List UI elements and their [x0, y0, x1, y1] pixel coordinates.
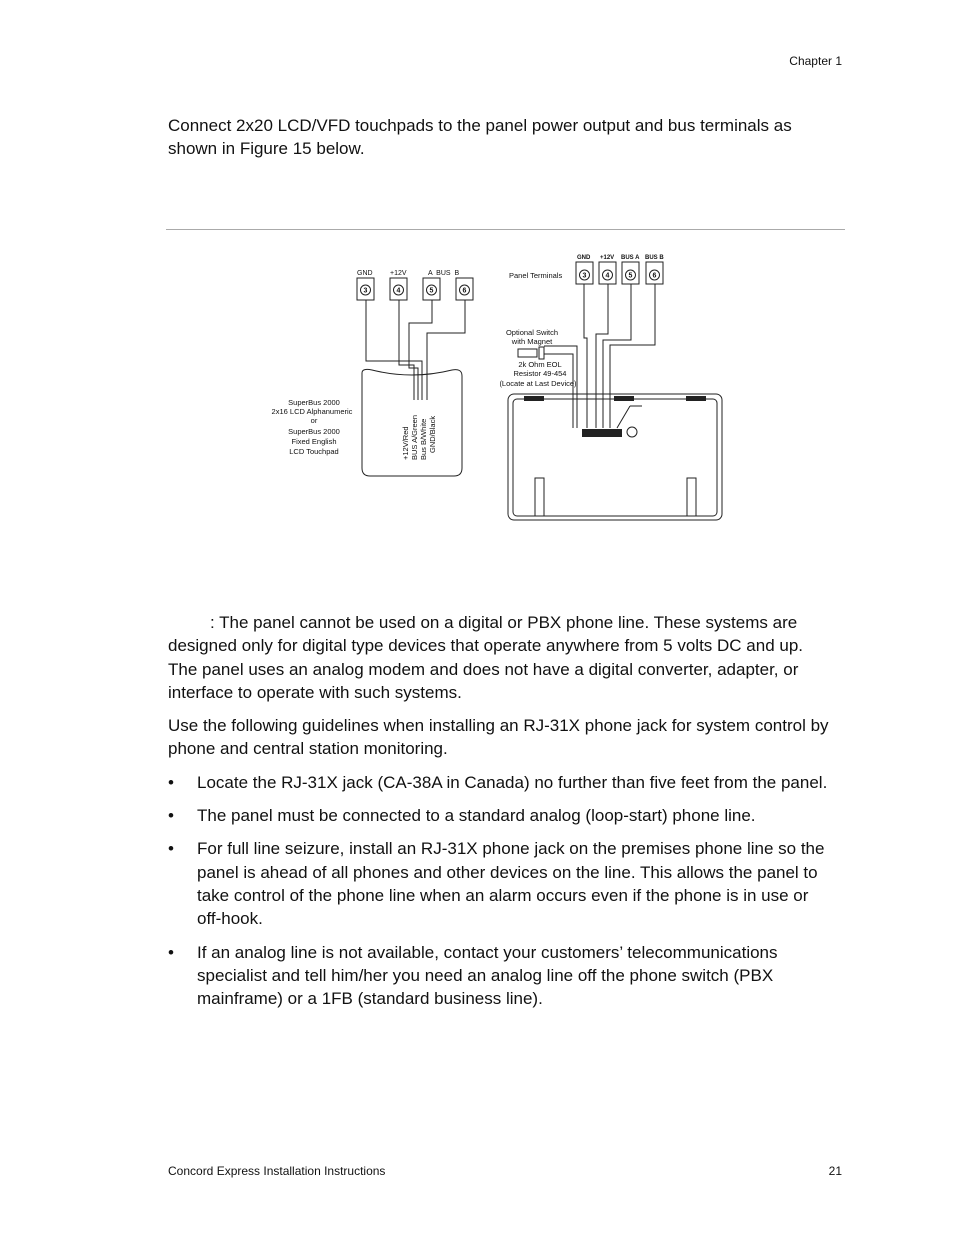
touchpad-label-line: SuperBus 2000	[288, 398, 340, 407]
bullet-marker: •	[168, 942, 174, 962]
label-busa-right: BUS A	[621, 255, 640, 261]
resistor-label: Resistor 49-454	[513, 369, 567, 378]
section-divider	[166, 229, 845, 230]
resistor-label: 2k Ohm EOL	[518, 360, 562, 369]
touchpad-label-line: Fixed English	[291, 437, 337, 446]
page-number: 21	[828, 1164, 842, 1178]
right-terminal-blocks	[576, 262, 663, 284]
label-gnd-right: GND	[577, 255, 591, 261]
list-item	[168, 837, 835, 930]
left-wires	[366, 300, 465, 400]
wire-label-gnd: GND/Black	[428, 415, 437, 453]
touchpad-label-line: SuperBus 2000	[288, 427, 340, 436]
right-terminal-num: 4	[605, 272, 610, 280]
bullet-marker: •	[168, 839, 174, 859]
wire-label-bus-b: Bus B/White	[419, 418, 428, 460]
guidelines-paragraph: Use the following guidelines when installing an RJ-31X phone jack for system control by phone and central station monitoring.	[168, 716, 829, 759]
list-item	[168, 771, 835, 794]
label-bus-left: A BUS B	[428, 270, 460, 277]
wire-label-12v: +12V/Red	[401, 426, 410, 460]
tamper-switch	[627, 427, 637, 437]
panel-terminal-strip	[582, 429, 622, 437]
touchpad-label-line: 2x16 LCD Alphanumeric	[271, 407, 353, 416]
left-terminal-num: 3	[363, 287, 368, 295]
body-text	[168, 611, 835, 1020]
list-item-text: The panel must be connected to a standard analog (loop-start) phone line.	[197, 806, 756, 826]
switch-body	[539, 347, 544, 359]
phone-line-note: : The panel cannot be used on a digital or PBX phone line. These systems are designed only for digital type devices that operate anywhere from 5 volts DC and up. The panel uses an analog modem and does not have a digital converter, adapter, or interface to operate with such systems.	[168, 613, 804, 702]
label-gnd-left: GND	[357, 270, 373, 277]
bullet-marker: •	[168, 772, 174, 792]
magnet-switch	[518, 349, 537, 357]
list-item-text: If an analog line is not available, contact your customers’ telecommunications specialist and tell him/her you need an analog line off the phone switch (PBX mainframe) or a 1FB (standard business line).	[197, 942, 778, 1009]
footer-title: Concord Express Installation Instructions	[168, 1164, 386, 1178]
label-busb-right: BUS B	[645, 255, 664, 261]
chapter-header: Chapter 1	[789, 54, 842, 68]
intro-paragraph: Connect 2x20 LCD/VFD touchpads to the panel power output and bus terminals as shown in Figure 15 below.	[168, 116, 792, 158]
right-terminal-num: 3	[582, 272, 587, 280]
resistor-label: (Locate at Last Device)	[499, 379, 577, 388]
list-item-text: Locate the RJ-31X jack (CA-38A in Canada) no further than five feet from the panel.	[197, 772, 828, 792]
right-terminal-num: 5	[628, 272, 633, 280]
left-terminal-num: 6	[462, 287, 467, 295]
left-terminal-num: 4	[396, 287, 401, 295]
panel-outer	[508, 394, 722, 520]
label-12v-right: +12V	[600, 255, 615, 261]
bullet-marker: •	[168, 806, 174, 826]
guidelines-list	[168, 771, 835, 1011]
list-item	[168, 804, 835, 827]
optional-switch-label: Optional Switch	[505, 328, 559, 337]
label-12v-left: +12V	[390, 270, 407, 277]
right-terminal-num: 6	[652, 272, 657, 280]
panel-terminals-label: Panel Terminals	[509, 271, 563, 280]
touchpad-label-line: LCD Touchpad	[289, 447, 339, 456]
wire-label-bus-a: BUS A/Green	[410, 414, 419, 460]
left-terminal-num: 5	[429, 287, 434, 295]
list-item	[168, 941, 835, 1011]
wiring-diagram-svg	[262, 248, 732, 528]
left-terminal-blocks	[357, 278, 473, 300]
wiring-diagram	[262, 248, 732, 528]
touchpad-label-line: or	[310, 416, 318, 425]
list-item-text: For full line seizure, install an RJ-31X phone jack on the premises phone line so the panel is ahead of all phones and other devices on the line. This allows the panel to take control of the phone line when an alarm occurs even if the phone is in use or off-hook.	[197, 839, 825, 929]
optional-switch-label: with Magnet	[511, 337, 553, 346]
